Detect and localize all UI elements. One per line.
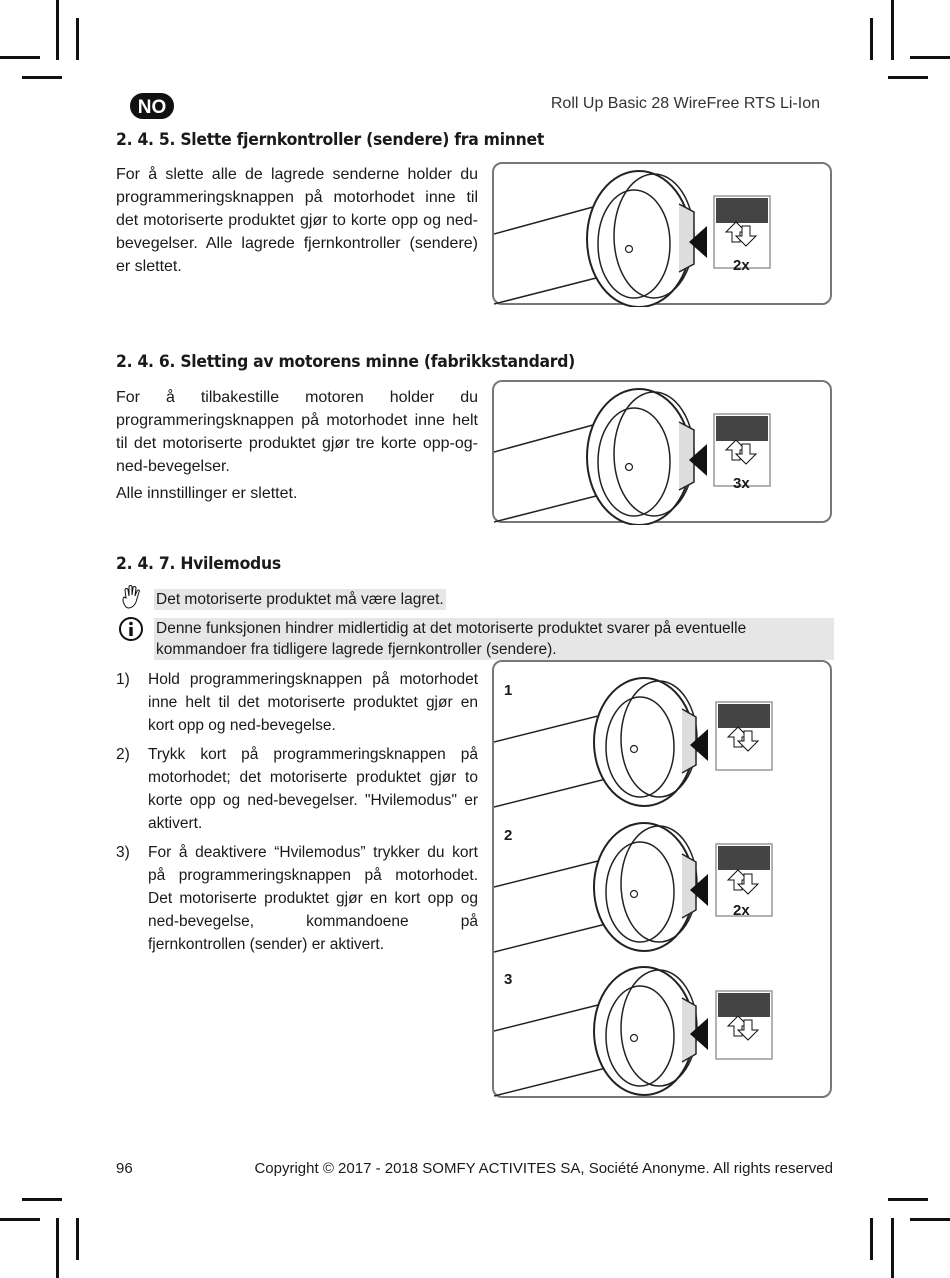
step-number: 3)	[116, 844, 130, 861]
figure-motor-head	[492, 162, 832, 305]
crop-mark	[910, 56, 950, 59]
repeat-count: 3x	[733, 475, 750, 492]
repeat-count: 2x	[733, 902, 750, 919]
step-text: Hold programmeringsknappen på motorhodet inne helt til det motoriserte produktet gjør en kort opp og ned-bevegelse.	[148, 671, 478, 734]
document-title: Roll Up Basic 28 WireFree RTS Li-Ion	[550, 95, 820, 112]
section-text	[116, 386, 478, 505]
list-item	[116, 743, 478, 835]
section-heading: 2. 4. 5. Slette fjernkontroller (sendere) fra minnet	[116, 130, 545, 150]
figure-step-label: 3	[504, 971, 513, 988]
crop-mark	[76, 18, 79, 60]
section-heading: 2. 4. 7. Hvilemodus	[116, 554, 281, 574]
section-heading: 2. 4. 6. Sletting av motorens minne (fabrikkstandard)	[116, 352, 576, 372]
copyright-notice: Copyright © 2017 - 2018 SOMFY ACTIVITES SA, Société Anonyme. All rights reserved	[254, 1160, 833, 1177]
crop-mark	[56, 1218, 59, 1278]
page-number: 96	[116, 1160, 133, 1177]
crop-mark	[0, 56, 40, 59]
step-text: Trykk kort på programmeringsknappen på motorhodet; det motoriserte produktet gjør to korte opp og ned-bevegelser. "Hvilemodus" er aktivert.	[148, 746, 478, 832]
figure-step-label: 1	[504, 682, 513, 699]
crop-mark	[888, 1198, 928, 1201]
note-text: Det motoriserte produktet må være lagret.	[156, 591, 444, 608]
crop-mark	[56, 0, 59, 60]
crop-mark	[888, 76, 928, 79]
motor-head-illustration	[494, 164, 834, 307]
crop-mark	[870, 18, 873, 60]
crop-mark	[891, 1218, 894, 1278]
section-text	[116, 163, 478, 278]
figure-step-label: 2	[504, 827, 513, 844]
paragraph: For å slette alle de lagrede senderne holder du programmeringsknappen på motorhodet inne til det motoriserte produktet gjør to korte opp og ned-bevegelser. Alle lagrede fjernkontroller (sendere) er slettet.	[116, 166, 478, 275]
crop-mark	[0, 1218, 40, 1221]
crop-mark	[910, 1218, 950, 1221]
hand-icon	[120, 585, 146, 609]
crop-mark	[22, 1198, 62, 1201]
motor-head-illustration	[494, 382, 834, 525]
step-number: 1)	[116, 671, 130, 688]
crop-mark	[891, 0, 894, 60]
repeat-count: 2x	[733, 257, 750, 274]
info-note	[116, 618, 832, 662]
crop-mark	[870, 1218, 873, 1260]
steps-list	[116, 668, 478, 962]
step-number: 2)	[116, 746, 130, 763]
crop-mark	[22, 76, 62, 79]
paragraph: For å tilbakestille motoren holder du programmeringsknappen på motorhodet inne helt til det motoriserte produktet gjør tre korte opp-og-ned-bevegelser.	[116, 389, 478, 475]
step-text: For å deaktivere “Hvilemodus” trykker du kort på programmeringsknappen på motorhodet. Det motoriserte produktet gjør en kort opp og ned-bevegelse, kommandoene på fjernkontrollen (sender) er aktivert.	[148, 844, 478, 953]
list-item	[116, 841, 478, 956]
sleep-mode-illustration	[494, 662, 834, 1100]
figure-motor-head	[492, 380, 832, 523]
crop-mark	[76, 1218, 79, 1260]
list-item	[116, 668, 478, 737]
figure-sleep-mode-steps	[492, 660, 832, 1098]
note-text: Denne funksjonen hindrer midlertidig at det motoriserte produktet svarer på eventuelle kommandoer fra tidligere lagrede fjernkontroller (sendere).	[154, 618, 834, 660]
info-icon	[118, 616, 144, 642]
language-badge: NO	[130, 93, 174, 119]
paragraph: Alle innstillinger er slettet.	[116, 485, 298, 502]
